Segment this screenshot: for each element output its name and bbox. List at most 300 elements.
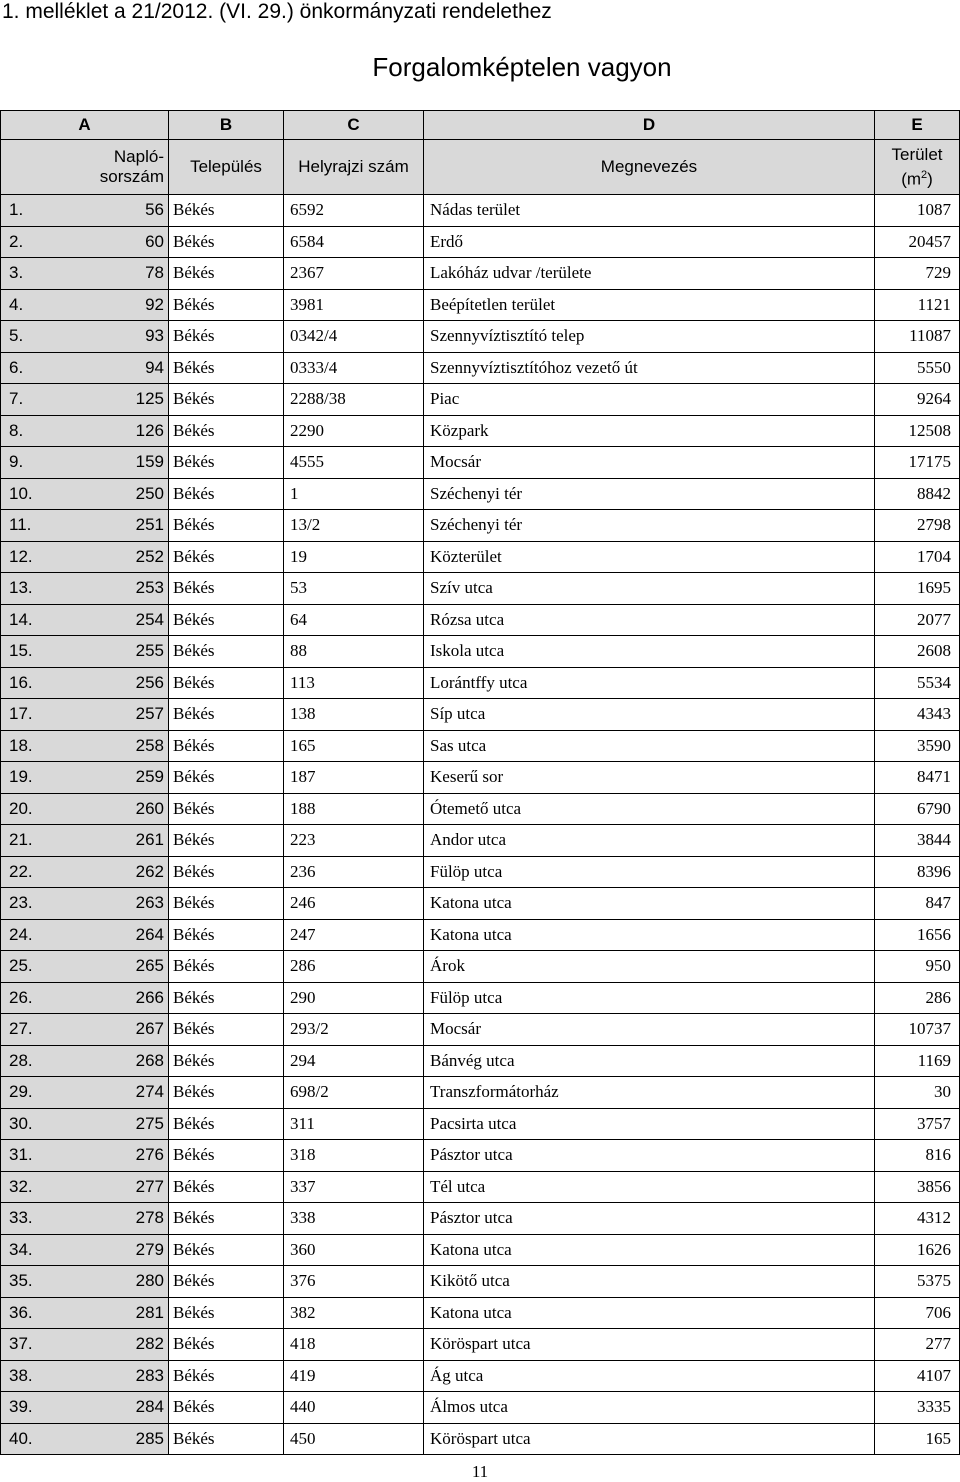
row-serial: 253 [135, 578, 164, 598]
table-row [1, 573, 960, 605]
cell-city: Békés [169, 825, 284, 857]
cell-area: 950 [875, 951, 960, 983]
cell-city: Békés [169, 1297, 284, 1329]
cell-area: 2077 [875, 604, 960, 636]
row-index: 39. [9, 1397, 33, 1417]
cell-area: 1656 [875, 919, 960, 951]
cell-parcel: 338 [284, 1203, 424, 1235]
row-serial: 267 [135, 1019, 164, 1039]
row-index: 6. [9, 357, 24, 377]
table-row [1, 258, 960, 290]
cell-city: Békés [169, 762, 284, 794]
cell-area: 1704 [875, 541, 960, 573]
row-serial: 259 [135, 767, 164, 787]
cell-description: Szennyvíztisztítóhoz vezető út [424, 352, 875, 384]
cell-parcel: 188 [284, 793, 424, 825]
cell-parcel: 19 [284, 541, 424, 573]
cell-city: Békés [169, 1108, 284, 1140]
row-index: 13. [9, 578, 33, 598]
table-row [1, 478, 960, 510]
row-serial: 268 [135, 1050, 164, 1070]
row-index: 3. [9, 263, 24, 283]
row-number-cell [1, 982, 169, 1014]
table-row [1, 1392, 960, 1424]
row-index: 27. [9, 1019, 33, 1039]
cell-parcel: 418 [284, 1329, 424, 1361]
column-letter-c: C [284, 111, 424, 140]
row-serial: 284 [135, 1397, 164, 1417]
row-serial: 252 [135, 546, 164, 566]
row-number-cell [1, 321, 169, 353]
cell-parcel: 318 [284, 1140, 424, 1172]
row-index: 14. [9, 609, 33, 629]
row-number-cell [1, 1014, 169, 1046]
cell-parcel: 293/2 [284, 1014, 424, 1046]
cell-area: 9264 [875, 384, 960, 416]
table-row [1, 1423, 960, 1455]
cell-area: 5534 [875, 667, 960, 699]
table-row [1, 982, 960, 1014]
row-index: 20. [9, 798, 33, 818]
cell-city: Békés [169, 1171, 284, 1203]
cell-city: Békés [169, 1234, 284, 1266]
cell-area: 1626 [875, 1234, 960, 1266]
cell-area: 729 [875, 258, 960, 290]
row-serial: 250 [135, 483, 164, 503]
page-number: 11 [471, 1462, 489, 1481]
table-row [1, 195, 960, 227]
row-index: 32. [9, 1176, 33, 1196]
row-index: 22. [9, 861, 33, 881]
cell-city: Békés [169, 636, 284, 668]
table-row [1, 447, 960, 479]
row-number-cell [1, 1171, 169, 1203]
cell-parcel: 165 [284, 730, 424, 762]
row-number-cell [1, 573, 169, 605]
cell-area: 12508 [875, 415, 960, 447]
cell-description: Köröspart utca [424, 1329, 875, 1361]
cell-area: 8471 [875, 762, 960, 794]
row-serial: 263 [135, 893, 164, 913]
cell-description: Mocsár [424, 447, 875, 479]
row-number-cell [1, 195, 169, 227]
row-index: 31. [9, 1145, 33, 1165]
cell-area: 4343 [875, 699, 960, 731]
cell-city: Békés [169, 573, 284, 605]
cell-area: 816 [875, 1140, 960, 1172]
cell-area: 5550 [875, 352, 960, 384]
row-number-cell [1, 415, 169, 447]
cell-city: Békés [169, 447, 284, 479]
table-row [1, 856, 960, 888]
row-serial: 285 [135, 1428, 164, 1448]
row-number-cell [1, 1140, 169, 1172]
cell-area: 6790 [875, 793, 960, 825]
row-number-cell [1, 1045, 169, 1077]
row-number-cell [1, 699, 169, 731]
row-number-cell [1, 888, 169, 920]
cell-description: Beépítetlen terület [424, 289, 875, 321]
row-serial: 92 [145, 294, 164, 314]
column-letter-b: B [169, 111, 284, 140]
cell-description: Katona utca [424, 888, 875, 920]
row-serial: 56 [145, 200, 164, 220]
row-number-cell [1, 258, 169, 290]
cell-description: Pásztor utca [424, 1140, 875, 1172]
cell-parcel: 13/2 [284, 510, 424, 542]
row-number-cell [1, 226, 169, 258]
row-number-cell [1, 1266, 169, 1298]
column-letter-d: D [424, 111, 875, 140]
row-serial: 254 [135, 609, 164, 629]
cell-parcel: 223 [284, 825, 424, 857]
cell-description: Széchenyi tér [424, 510, 875, 542]
table-row [1, 604, 960, 636]
row-serial: 260 [135, 798, 164, 818]
cell-area: 8842 [875, 478, 960, 510]
cell-parcel: 419 [284, 1360, 424, 1392]
row-index: 18. [9, 735, 33, 755]
row-number-cell [1, 730, 169, 762]
row-number-cell [1, 604, 169, 636]
cell-parcel: 450 [284, 1423, 424, 1455]
property-table [0, 110, 960, 1455]
header-description: Megnevezés [424, 140, 875, 195]
row-number-cell [1, 352, 169, 384]
row-number-cell [1, 289, 169, 321]
cell-city: Békés [169, 1203, 284, 1235]
cell-parcel: 2367 [284, 258, 424, 290]
row-index: 21. [9, 830, 33, 850]
row-serial: 255 [135, 641, 164, 661]
table-row [1, 825, 960, 857]
table-row [1, 226, 960, 258]
cell-city: Békés [169, 289, 284, 321]
row-index: 12. [9, 546, 33, 566]
cell-description: Andor utca [424, 825, 875, 857]
cell-area: 2798 [875, 510, 960, 542]
cell-parcel: 286 [284, 951, 424, 983]
table-row [1, 1108, 960, 1140]
cell-parcel: 4555 [284, 447, 424, 479]
cell-parcel: 6584 [284, 226, 424, 258]
cell-description: Iskola utca [424, 636, 875, 668]
page-title: Forgalomképtelen vagyon [372, 52, 672, 82]
cell-description: Bánvég utca [424, 1045, 875, 1077]
column-letter-e: E [875, 111, 960, 140]
row-serial: 275 [135, 1113, 164, 1133]
cell-area: 277 [875, 1329, 960, 1361]
row-number-cell [1, 1360, 169, 1392]
table-row [1, 289, 960, 321]
table-row [1, 352, 960, 384]
header-parcel: Helyrajzi szám [284, 140, 424, 195]
cell-city: Békés [169, 1329, 284, 1361]
table-row [1, 510, 960, 542]
cell-city: Békés [169, 510, 284, 542]
row-index: 24. [9, 924, 33, 944]
row-index: 25. [9, 956, 33, 976]
cell-area: 4107 [875, 1360, 960, 1392]
cell-parcel: 2290 [284, 415, 424, 447]
cell-city: Békés [169, 541, 284, 573]
row-index: 16. [9, 672, 33, 692]
row-number-cell [1, 1329, 169, 1361]
annex-reference: 1. melléklet a 21/2012. (VI. 29.) önkormányzati rendelethez [2, 0, 552, 23]
cell-area: 30 [875, 1077, 960, 1109]
table-row [1, 321, 960, 353]
cell-description: Pásztor utca [424, 1203, 875, 1235]
cell-area: 2608 [875, 636, 960, 668]
cell-area: 10737 [875, 1014, 960, 1046]
cell-description: Köröspart utca [424, 1423, 875, 1455]
cell-area: 20457 [875, 226, 960, 258]
cell-parcel: 138 [284, 699, 424, 731]
cell-city: Békés [169, 226, 284, 258]
cell-description: Árok [424, 951, 875, 983]
header-city: Település [169, 140, 284, 195]
row-number-cell [1, 825, 169, 857]
row-serial: 258 [135, 735, 164, 755]
row-serial: 283 [135, 1365, 164, 1385]
cell-description: Mocsár [424, 1014, 875, 1046]
cell-parcel: 337 [284, 1171, 424, 1203]
row-number-cell [1, 1423, 169, 1455]
cell-city: Békés [169, 415, 284, 447]
cell-area: 1695 [875, 573, 960, 605]
cell-city: Békés [169, 1360, 284, 1392]
cell-city: Békés [169, 951, 284, 983]
cell-city: Békés [169, 1140, 284, 1172]
table-row [1, 1140, 960, 1172]
cell-city: Békés [169, 699, 284, 731]
cell-description: Fülöp utca [424, 982, 875, 1014]
cell-description: Sas utca [424, 730, 875, 762]
cell-city: Békés [169, 1392, 284, 1424]
cell-area: 3590 [875, 730, 960, 762]
cell-parcel: 376 [284, 1266, 424, 1298]
row-serial: 60 [145, 231, 164, 251]
cell-area: 5375 [875, 1266, 960, 1298]
cell-parcel: 236 [284, 856, 424, 888]
cell-city: Békés [169, 195, 284, 227]
cell-city: Békés [169, 1266, 284, 1298]
cell-description: Lorántffy utca [424, 667, 875, 699]
row-index: 23. [9, 893, 33, 913]
table-row [1, 1234, 960, 1266]
row-number-cell [1, 636, 169, 668]
table-row [1, 1171, 960, 1203]
table-body [1, 195, 960, 1455]
cell-description: Katona utca [424, 919, 875, 951]
table-row [1, 1360, 960, 1392]
row-index: 30. [9, 1113, 33, 1133]
cell-city: Békés [169, 1077, 284, 1109]
table-row [1, 793, 960, 825]
table-row [1, 951, 960, 983]
cell-parcel: 113 [284, 667, 424, 699]
cell-parcel: 246 [284, 888, 424, 920]
table-row [1, 699, 960, 731]
row-index: 28. [9, 1050, 33, 1070]
row-index: 4. [9, 294, 24, 314]
row-index: 37. [9, 1334, 33, 1354]
row-serial: 93 [145, 326, 164, 346]
row-index: 40. [9, 1428, 33, 1448]
cell-description: Transzformátorház [424, 1077, 875, 1109]
column-letter-a: A [1, 111, 169, 140]
cell-description: Álmos utca [424, 1392, 875, 1424]
cell-city: Békés [169, 1423, 284, 1455]
row-serial: 125 [135, 389, 164, 409]
row-serial: 280 [135, 1271, 164, 1291]
table-row [1, 667, 960, 699]
cell-parcel: 1 [284, 478, 424, 510]
cell-city: Békés [169, 1014, 284, 1046]
table-row [1, 730, 960, 762]
cell-parcel: 440 [284, 1392, 424, 1424]
row-serial: 276 [135, 1145, 164, 1165]
cell-area: 17175 [875, 447, 960, 479]
table-row [1, 762, 960, 794]
row-index: 1. [9, 200, 24, 220]
row-serial: 159 [135, 452, 164, 472]
row-index: 19. [9, 767, 33, 787]
row-number-cell [1, 919, 169, 951]
row-index: 36. [9, 1302, 33, 1322]
cell-parcel: 247 [284, 919, 424, 951]
row-index: 38. [9, 1365, 33, 1385]
cell-parcel: 2288/38 [284, 384, 424, 416]
row-serial: 278 [135, 1208, 164, 1228]
row-index: 7. [9, 389, 24, 409]
cell-parcel: 294 [284, 1045, 424, 1077]
cell-city: Békés [169, 478, 284, 510]
table-row [1, 1329, 960, 1361]
row-index: 15. [9, 641, 33, 661]
row-serial: 277 [135, 1176, 164, 1196]
column-letter-row [1, 111, 960, 140]
cell-area: 8396 [875, 856, 960, 888]
row-index: 33. [9, 1208, 33, 1228]
row-number-cell [1, 667, 169, 699]
cell-parcel: 360 [284, 1234, 424, 1266]
cell-description: Kikötő utca [424, 1266, 875, 1298]
row-index: 8. [9, 420, 24, 440]
row-serial: 126 [135, 420, 164, 440]
cell-area: 3335 [875, 1392, 960, 1424]
table-row [1, 1045, 960, 1077]
row-number-cell [1, 1108, 169, 1140]
table-row [1, 1014, 960, 1046]
table-row [1, 541, 960, 573]
row-serial: 251 [135, 515, 164, 535]
row-serial: 281 [135, 1302, 164, 1322]
cell-city: Békés [169, 321, 284, 353]
cell-city: Békés [169, 919, 284, 951]
header-serial: Napló- sorszám [1, 140, 169, 195]
cell-description: Közpark [424, 415, 875, 447]
cell-description: Ág utca [424, 1360, 875, 1392]
row-serial: 78 [145, 263, 164, 283]
cell-city: Békés [169, 352, 284, 384]
cell-parcel: 6592 [284, 195, 424, 227]
cell-area: 3856 [875, 1171, 960, 1203]
row-number-cell [1, 951, 169, 983]
row-index: 17. [9, 704, 33, 724]
cell-parcel: 0333/4 [284, 352, 424, 384]
cell-parcel: 290 [284, 982, 424, 1014]
cell-parcel: 64 [284, 604, 424, 636]
cell-parcel: 88 [284, 636, 424, 668]
cell-area: 286 [875, 982, 960, 1014]
row-index: 2. [9, 231, 24, 251]
cell-city: Békés [169, 1045, 284, 1077]
cell-parcel: 187 [284, 762, 424, 794]
row-serial: 265 [135, 956, 164, 976]
row-number-cell [1, 510, 169, 542]
cell-city: Békés [169, 888, 284, 920]
row-index: 9. [9, 452, 24, 472]
table-row [1, 1077, 960, 1109]
cell-parcel: 53 [284, 573, 424, 605]
cell-city: Békés [169, 258, 284, 290]
row-serial: 282 [135, 1334, 164, 1354]
cell-city: Békés [169, 604, 284, 636]
row-serial: 257 [135, 704, 164, 724]
cell-description: Nádas terület [424, 195, 875, 227]
row-serial: 256 [135, 672, 164, 692]
row-number-cell [1, 1203, 169, 1235]
header-area-label: Terület [891, 144, 943, 164]
cell-area: 3844 [875, 825, 960, 857]
row-index: 29. [9, 1082, 33, 1102]
cell-description: Síp utca [424, 699, 875, 731]
cell-area: 4312 [875, 1203, 960, 1235]
row-number-cell [1, 384, 169, 416]
cell-description: Szív utca [424, 573, 875, 605]
cell-area: 1087 [875, 195, 960, 227]
table-row [1, 415, 960, 447]
cell-description: Tél utca [424, 1171, 875, 1203]
row-index: 10. [9, 483, 33, 503]
cell-city: Békés [169, 667, 284, 699]
cell-city: Békés [169, 793, 284, 825]
row-serial: 264 [135, 924, 164, 944]
cell-description: Katona utca [424, 1234, 875, 1266]
cell-description: Erdő [424, 226, 875, 258]
row-number-cell [1, 1234, 169, 1266]
row-number-cell [1, 541, 169, 573]
header-area-unit: $(m^2)$ [901, 168, 933, 189]
row-index: 5. [9, 326, 24, 346]
cell-area: 1169 [875, 1045, 960, 1077]
row-index: 35. [9, 1271, 33, 1291]
table-row [1, 636, 960, 668]
table-row [1, 1266, 960, 1298]
cell-description: Rózsa utca [424, 604, 875, 636]
table-row [1, 919, 960, 951]
cell-description: Szennyvíztisztító telep [424, 321, 875, 353]
row-number-cell [1, 1297, 169, 1329]
row-index: 11. [9, 515, 32, 535]
row-number-cell [1, 856, 169, 888]
cell-city: Békés [169, 856, 284, 888]
row-number-cell [1, 447, 169, 479]
cell-area: 1121 [875, 289, 960, 321]
cell-area: 165 [875, 1423, 960, 1455]
table-row [1, 1203, 960, 1235]
